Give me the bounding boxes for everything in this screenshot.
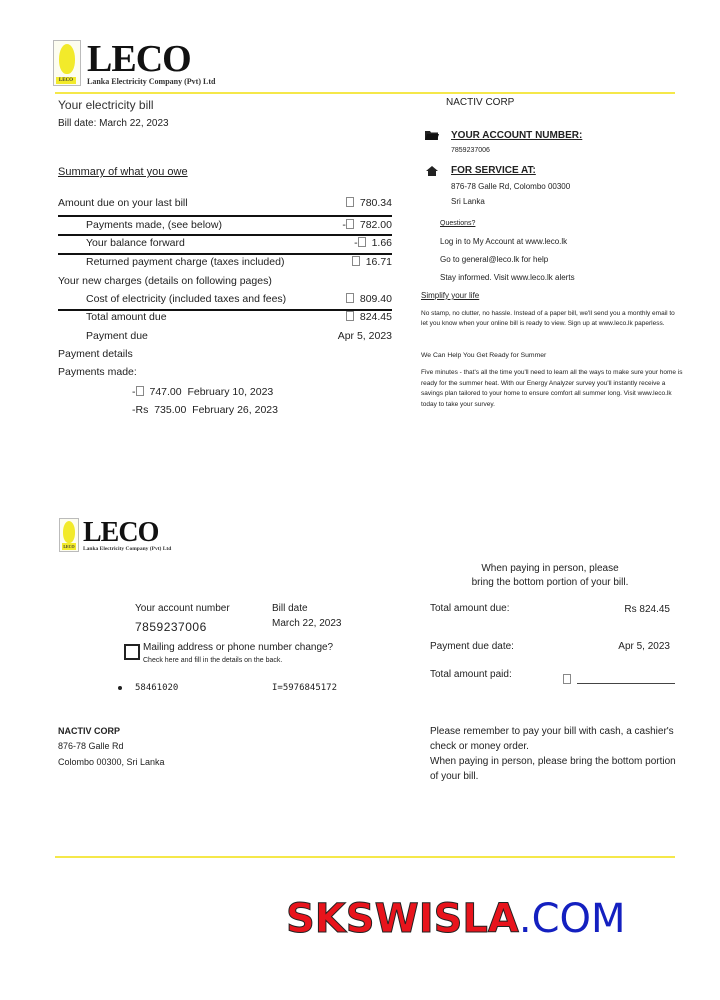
logo-title: LECO [87,38,191,80]
watermark [286,896,626,942]
stub-bill-date: March 22, 2023 [272,618,342,629]
summary-row-due: Payment due Apr 5, 2023 [86,330,392,342]
simplify-text: No stamp, no clutter, no hassle. Instead of a paper bill, we'll send you a monthly email to let you know when your online bill is ready to view. Sign up at www.leco.lk paperless. [421,310,675,327]
help-email: Go to general@leco.lk for help [440,255,549,264]
stub-leco-logo [59,518,171,552]
stub-account-label: Your account number [135,603,230,614]
payments-made-label: Payments made: [58,366,137,378]
payment-entry: - 747.00 February 10, 2023 [132,386,274,398]
customer-name: NACTIV CORP [446,97,515,108]
summary-row: Returned payment charge (taxes included) 16.71 [86,256,392,268]
summary-row: Your balance forward - 1.66 [86,237,392,249]
stub-name: NACTIV CORP [58,726,121,736]
watermark-part1: SKSWISLA [286,896,519,942]
summer-text: Five minutes - that's all the time you'll need to learn all the ways to make sure your home is ready for the summer heat. With our Energy Analyzer survey you'll instantly receive a savings plan tailored to your home to ensure comfort all summer long. Visit www.leco.lk today to take your survey. [421,369,683,408]
stub-due-date-value: Apr 5, 2023 [618,641,670,652]
divider [58,234,392,236]
stub-total-due-label: Total amount due: [430,603,510,614]
summary-row: Your new charges (details on following pages) [58,275,272,287]
service-heading: FOR SERVICE AT: [451,165,536,176]
stub-bill-date-label: Bill date [272,603,308,614]
bullet-icon [118,686,122,690]
stub-logo-title: LECO [83,517,159,548]
summer-heading: We Can Help You Get Ready for Summer [421,352,547,359]
stub-due-date-label: Payment due date: [430,641,514,652]
watermark-part2: .COM [518,896,626,942]
stub-addr-1: 876-78 Galle Rd [58,741,124,751]
summary-row: Cost of electricity (included taxes and fees) 809.40 [86,293,392,305]
stub-addr-2: Colombo 00300, Sri Lanka [58,757,165,767]
help-alerts: Stay informed. Visit www.leco.lk alerts [440,273,575,282]
home-icon [425,165,439,177]
help-login: Log in to My Account at www.leco.lk [440,237,568,246]
summary-row-total: Total amount due 824.45 [86,311,392,323]
mailing-change-checkbox[interactable] [124,644,140,665]
service-address-line2: Sri Lanka [451,197,485,206]
summary-heading: Summary of what you owe [58,166,188,178]
stub-paid-input[interactable] [563,670,675,688]
leco-logo-icon: LECO [53,40,81,86]
stub-total-due-value: Rs 824.45 [624,604,670,615]
bill-date: Bill date: March 22, 2023 [58,118,169,129]
stub-leco-logo-icon: LECO [59,518,79,552]
bill-title: Your electricity bill [58,98,154,112]
service-address-line1: 876-78 Galle Rd, Colombo 00300 [451,182,571,191]
account-number: 7859237006 [451,147,490,154]
logo-subtitle: Lanka Electricity Company (Pvt) Ltd [87,77,216,86]
summary-row: Amount due on your last bill 780.34 [58,197,392,209]
summary-row: Payments made, (see below) - 782.00 [86,219,392,231]
footer-divider [55,856,675,858]
mailing-change-hint: Check here and fill in the details on the back. [143,657,283,664]
in-person-note: When paying in person, please bring the bottom portion of your bill. [471,563,629,588]
stub-logo-subtitle: Lanka Electricity Company (Pvt) Ltd [83,546,172,552]
stub-paid-label: Total amount paid: [430,669,512,680]
questions-link[interactable]: Questions? [440,220,476,227]
payment-reminder: Please remember to pay your bill with cash, a cashier's check or money order. When paying in person, please bring the bottom portion of your bill. [430,726,676,782]
mailing-change-label: Mailing address or phone number change? [143,642,334,653]
stub-code-1: 58461020 [135,683,179,693]
account-number-heading: YOUR ACCOUNT NUMBER: [451,130,583,141]
stub-code-2: I=5976845172 [272,683,338,693]
folder-icon [425,129,439,141]
divider [58,253,392,255]
payment-entry: -Rs 735.00 February 26, 2023 [132,404,278,416]
header-divider [55,92,675,94]
stub-account-number: 7859237006 [135,620,207,634]
payment-details-label: Payment details [58,348,133,360]
divider [58,215,392,217]
simplify-heading: Simplify your life [421,291,480,300]
leco-logo [53,40,215,86]
